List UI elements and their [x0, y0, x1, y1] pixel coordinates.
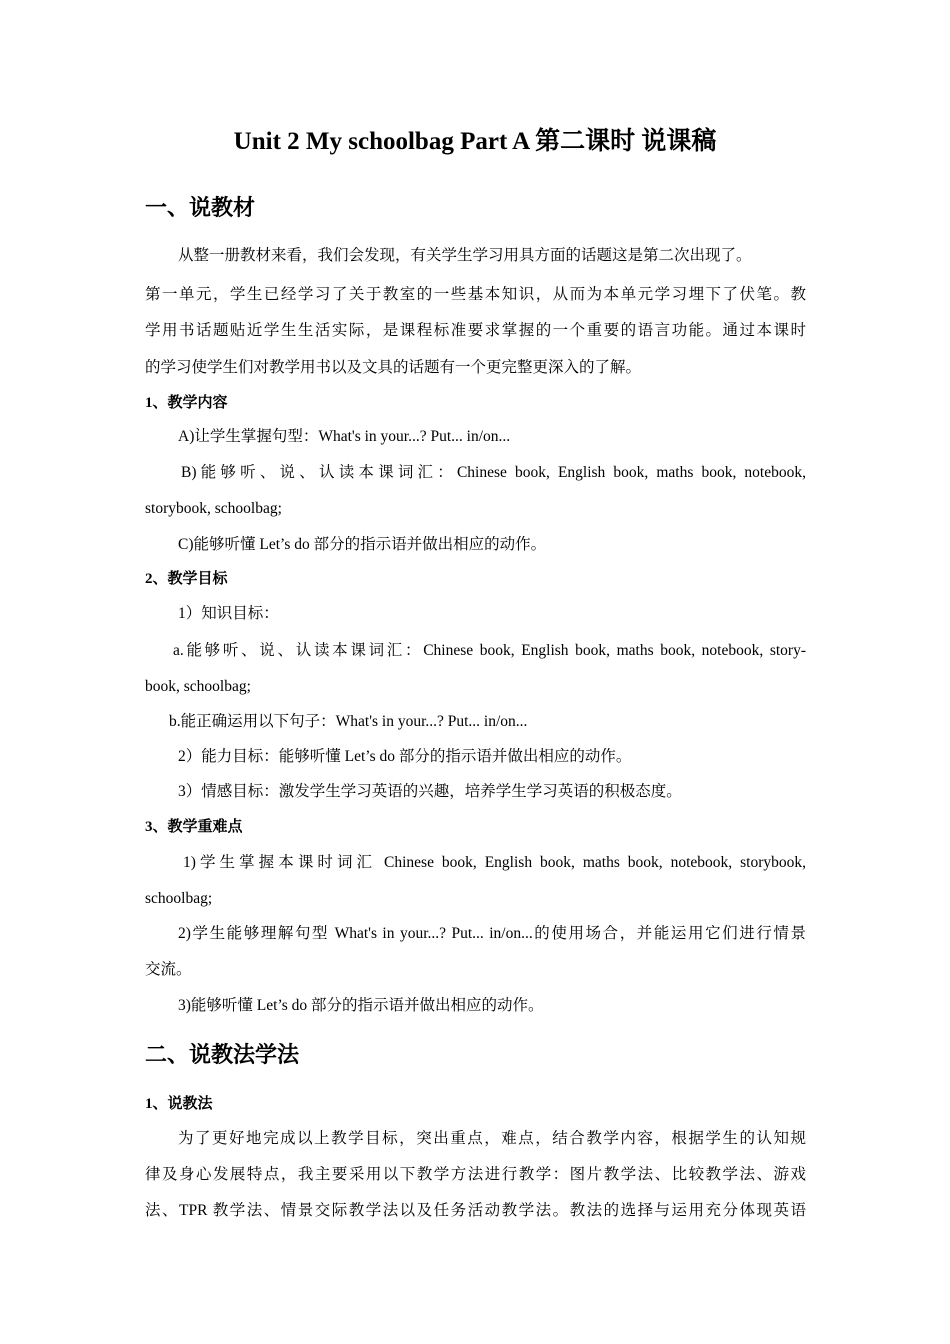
- goal-knowledge: 1）知识目标：: [178, 605, 279, 622]
- content-item-b: B)能够听、说、认读本课词汇：Chinese book, English book, maths book, notebook,: [181, 464, 806, 481]
- content-item-c: C)能够听懂 Let’s do 部分的指示语并做出相应的动作。: [178, 536, 547, 553]
- key-point-3: 3)能够听懂 Let’s do 部分的指示语并做出相应的动作。: [178, 997, 544, 1014]
- goal-ability: 2）能力目标：能够听懂 Let’s do 部分的指示语并做出相应的动作。: [178, 748, 632, 765]
- method-line: 律及身心发展特点，我主要采用以下教学方法进行教学：图片教学法、比较教学法、游戏: [145, 1166, 806, 1183]
- section2-heading: 二、说教法学法: [145, 1042, 300, 1067]
- method-line: 为了更好地完成以上教学目标，突出重点，难点，结合教学内容，根据学生的认知规: [178, 1130, 806, 1147]
- section1-heading: 一、说教材: [145, 195, 256, 220]
- keys-heading: 3、教学重难点: [145, 819, 243, 835]
- goal-emotion: 3）情感目标：激发学生学习英语的兴趣，培养学生学习英语的积极态度。: [178, 783, 682, 800]
- content-item-b-cont: storybook, schoolbag;: [145, 500, 282, 517]
- key-point-2: 2)学生能够理解句型 What's in your...? Put... in/on...的使用场合，并能运用它们进行情景: [178, 925, 806, 942]
- goal-knowledge-a-cont: book, schoolbag;: [145, 678, 251, 695]
- method-line: 法、TPR 教学法、情景交际教学法以及任务活动教学法。教法的选择与运用充分体现英语: [145, 1202, 806, 1219]
- goals-heading: 2、教学目标: [145, 571, 228, 587]
- goal-knowledge-b: b.能正确运用以下句子：What's in your...? Put... in/on...: [169, 713, 528, 730]
- method-heading: 1、说教法: [145, 1096, 213, 1112]
- section1-intro-line: 从整一册教材来看，我们会发现，有关学生学习用具方面的话题这是第二次出现了。: [178, 247, 752, 264]
- key-point-1: 1)学生掌握本课时词汇 Chinese book, English book, maths book, notebook, storybook,: [183, 854, 806, 871]
- goal-knowledge-a: a.能够听、说、认读本课词汇：Chinese book, English book, maths book, notebook, story-: [173, 642, 806, 659]
- content-heading: 1、教学内容: [145, 395, 228, 411]
- section1-intro-line: 第一单元，学生已经学习了关于教室的一些基本知识，从而为本单元学习埋下了伏笔。教: [145, 286, 806, 303]
- key-point-1-cont: schoolbag;: [145, 890, 213, 907]
- page-title: Unit 2 My schoolbag Part A 第二课时 说课稿: [233, 128, 717, 155]
- section1-intro-line: 学用书话题贴近学生生活实际，是课程标准要求掌握的一个重要的语言功能。通过本课时: [145, 322, 806, 339]
- section1-intro-line: 的学习使学生们对教学用书以及文具的话题有一个更完整更深入的了解。: [145, 359, 642, 376]
- content-item-a: A)让学生掌握句型：What's in your...? Put... in/on...: [178, 428, 511, 445]
- key-point-2-cont: 交流。: [145, 961, 192, 978]
